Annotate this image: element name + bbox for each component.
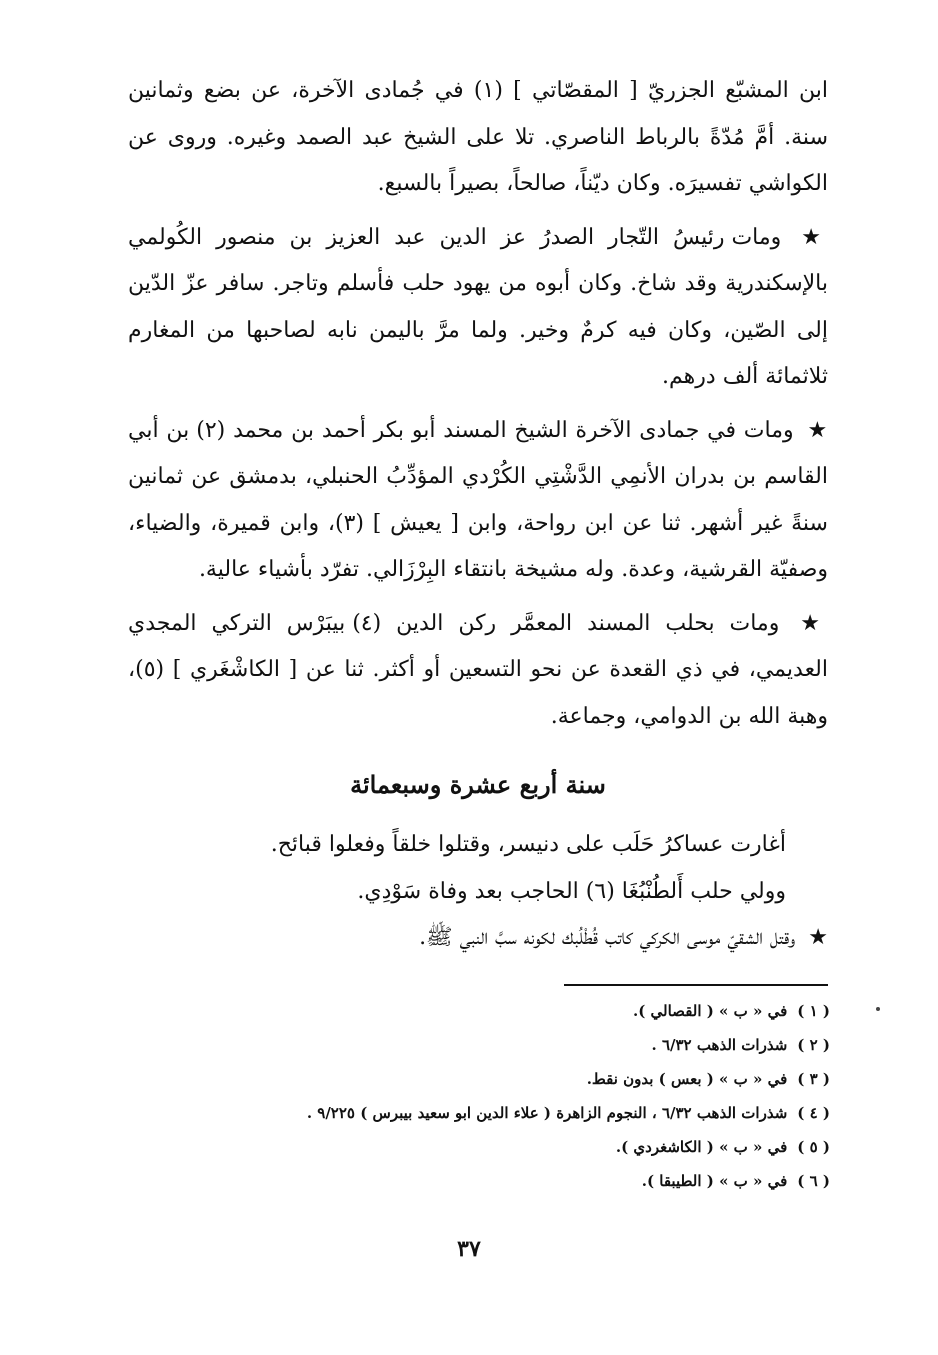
footnote-4 (150, 1096, 830, 1130)
footnote-text: شذرات الذهب ٦/٣٢ . (651, 1036, 788, 1054)
section-heading: سنة أربع عشرة وسبعمائة (350, 770, 606, 799)
footnote-number: ( ٥ ) (797, 1138, 830, 1156)
footnote-number: ( ٦ ) (797, 1172, 830, 1190)
footnotes (150, 994, 830, 1198)
footnote-number: ( ٣ ) (797, 1070, 830, 1088)
star-bullet: ★ (800, 610, 828, 636)
page-number: ٣٧ (457, 1236, 481, 1262)
paragraph-2 (128, 215, 828, 401)
year-line-2-text: وولي حلب أَلطُنْبُغَا (٦) الحاجب بعد وفاة سَوْدِي. (357, 878, 786, 904)
footnote-2 (150, 1028, 830, 1062)
footnote-number: ( ٢ ) (797, 1036, 830, 1054)
year-line-1 (128, 822, 828, 869)
scan-speck (876, 1007, 880, 1011)
paragraph-3 (128, 408, 828, 594)
paragraph-4-text: ومات بحلب المسند المعمَّر ركن الدين (٤) بيبَرْس التركي المجدي العديمي، في ذي القعدة عن نحو التسعين أو أكثر. ثنا عن [ الكاشْغَري ] (٥)، وهبة الله بن الدوامي، وجماعة. (128, 610, 828, 729)
footnote-separator (564, 984, 828, 986)
footnote-3 (150, 1062, 830, 1096)
year-line-3 (128, 915, 828, 962)
paragraph-3-text: ومات في جمادى الآخرة الشيخ المسند أبو بكر أحمد بن محمد (٢) بن أبي القاسم بن بدران الأنمِي الدَّشْتِي الكُرْدي المؤدِّبُ الحنبلي، بدمشق عن ثمانين سنةً غير أشهر. ثنا عن ابن رواحة، وابن [ يعيش ] (٣)، وابن قميرة، والضياء، وصفيّة القرشية، وعدة. وله مشيخة بانتقاء البِرْزَالي. تفرّد بأشياء عالية. (128, 417, 828, 582)
star-bullet: ★ (807, 417, 828, 443)
year-line-1-text: أغارت عساكرُ حَلَب على دنيسر، وقتلوا خلقاً وفعلوا قبائح. (270, 832, 786, 857)
footnote-6 (150, 1164, 830, 1198)
year-line-3-text: وقتل الشقيّ موسى الكركي كاتب قُطْلُبك لكونه سبَّ النبي ﷺ. (419, 925, 796, 950)
footnote-5 (150, 1130, 830, 1164)
footnote-text: في « ب » ( الطيبقا ). (641, 1172, 788, 1190)
footnote-text: في « ب » ( القصالي ). (633, 1002, 788, 1020)
footnote-text: في « ب » ( بعس ) بدون نقط. (586, 1070, 788, 1088)
paragraph-1-text: ابن المشبّع الجزريّ [ المقصّاتي ] (١) في جُمادى الآخرة، عن بضع وثمانين سنة. أمَّ مُدّةً بالرباط الناصري. تلا على الشيخ عبد الصمد وغيره. وروى عن الكواشي تفسيرَه. وكان ديّناً، صالحاً، بصيراً بالسبع. (128, 78, 828, 196)
footnote-number: ( ١ ) (797, 1002, 830, 1020)
main-text-block (128, 68, 828, 962)
star-bullet: ★ (808, 925, 828, 950)
year-line-2 (128, 869, 828, 916)
paragraph-4 (128, 601, 828, 741)
footnote-1 (150, 994, 830, 1028)
footnote-text: في « ب » ( الكاشغردي ). (615, 1138, 788, 1156)
star-bullet: ★ (801, 224, 828, 250)
paragraph-2-text: ومات رئيسُ التّجار الصدرُ عز الدين عبد العزيز بن منصور الكُولمي بالإسكندرية وقد شاخ. وكان أبوه من يهود حلب فأسلم وتاجر. سافر عزّ الدّين إلى الصّين، وكان فيه كرمٌ وخير. ولما مرَّ باليمن نابه لصاحبها من المغارم ثلاثمائة ألف درهم. (128, 224, 828, 389)
footnote-number: ( ٤ ) (797, 1104, 830, 1122)
footnote-text: شذرات الذهب ٦/٣٢ ، النجوم الزاهرة ( علاء الدين ابو سعيد بيبرس ) ٩/٢٢٥ . (306, 1104, 788, 1122)
paragraph-1 (128, 68, 828, 208)
